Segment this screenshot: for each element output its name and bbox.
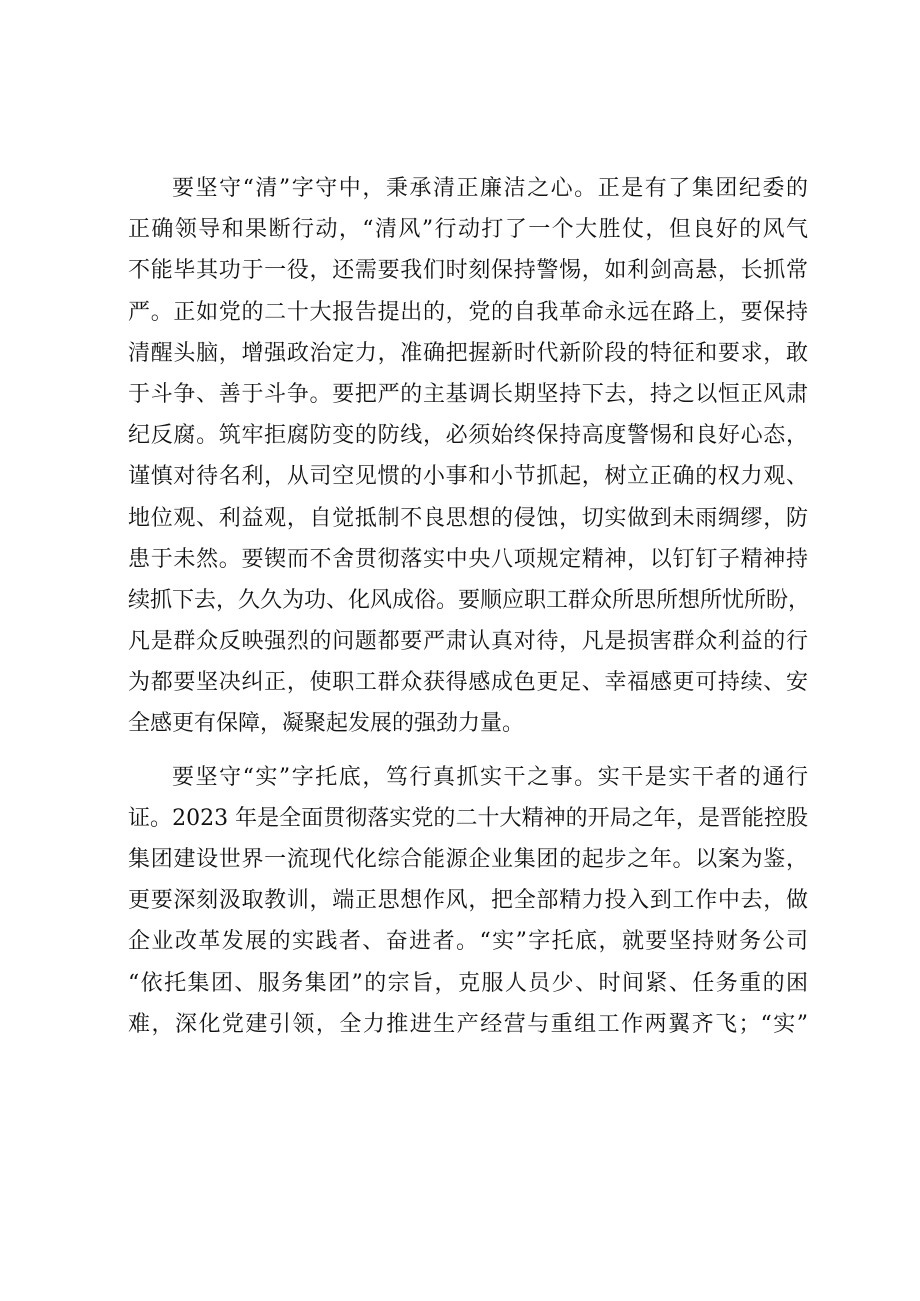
paragraph-line: 严。正如党的二十大报告提出的，党的自我革命永远在路上，要保持 — [128, 299, 808, 325]
paragraph-line: 不能毕其功于一役，还需要我们时刻保持警惕，如利剑高悬，长抓常 — [128, 258, 808, 284]
document-body — [128, 168, 811, 1045]
paragraph-line: 谨慎对待名利，从司空见惯的小事和小节抓起，树立正确的权力观、 — [128, 464, 808, 490]
paragraph-line: 全感更有保障，凝聚起发展的强劲力量。 — [128, 711, 525, 737]
paragraph-qing — [128, 168, 811, 745]
paragraph-line: 难，深化党建引领，全力推进生产经营与重组工作两翼齐飞；“实” — [128, 1011, 808, 1037]
paragraph-line: 为都要坚决纠正，使职工群众获得感成色更足、幸福感更可持续、安 — [128, 670, 808, 696]
paragraph-line: 续抓下去，久久为功、化风成俗。要顺应职工群众所思所想所忧所盼， — [128, 587, 811, 613]
paragraph-shi — [128, 757, 808, 1045]
paragraph-spacer — [128, 745, 808, 757]
paragraph-line: 企业改革发展的实践者、奋进者。“实”字托底，就要坚持财务公司 — [128, 929, 808, 955]
paragraph-line: 正确领导和果断行动，“清风”行动打了一个大胜仗，但良好的风气 — [128, 217, 808, 243]
paragraph-line: 集团建设世界一流现代化综合能源企业集团的起步之年。以案为鉴， — [128, 847, 808, 872]
paragraph-line: 清醒头脑，增强政治定力，准确把握新时代新阶段的特征和要求，敢 — [128, 340, 808, 366]
paragraph-line: 纪反腐。筑牢拒腐防变的防线，必须始终保持高度警惕和良好心态， — [128, 423, 808, 449]
paragraph-line: 地位观、利益观，自觉抵制不良思想的侵蚀，切实做到未雨绸缪，防 — [128, 505, 808, 531]
paragraph-line: 患于未然。要锲而不舍贯彻落实中央八项规定精神，以钉钉子精神持 — [128, 546, 808, 572]
paragraph-line: “依托集团、服务集团”的宗旨，克服人员少、时间紧、任务重的困 — [128, 970, 808, 996]
paragraph-line: 凡是群众反映强烈的问题都要严肃认真对待，凡是损害群众利益的行 — [128, 629, 808, 655]
paragraph-line: 更要深刻汲取教训，端正思想作风，把全部精力投入到工作中去，做 — [128, 888, 808, 914]
paragraph-line: 要坚守“实”字托底，笃行真抓实干之事。实干是实干者的通行 — [172, 764, 808, 790]
paragraph-line: 于斗争、善于斗争。要把严的主基调长期坚持下去，持之以恒正风肃 — [128, 381, 808, 407]
paragraph-line: 要坚守“清”字守中，秉承清正廉洁之心。正是有了集团纪委的 — [172, 176, 808, 201]
paragraph-line: 证。2023 年是全面贯彻落实党的二十大精神的开局之年，是晋能控股 — [128, 805, 808, 831]
